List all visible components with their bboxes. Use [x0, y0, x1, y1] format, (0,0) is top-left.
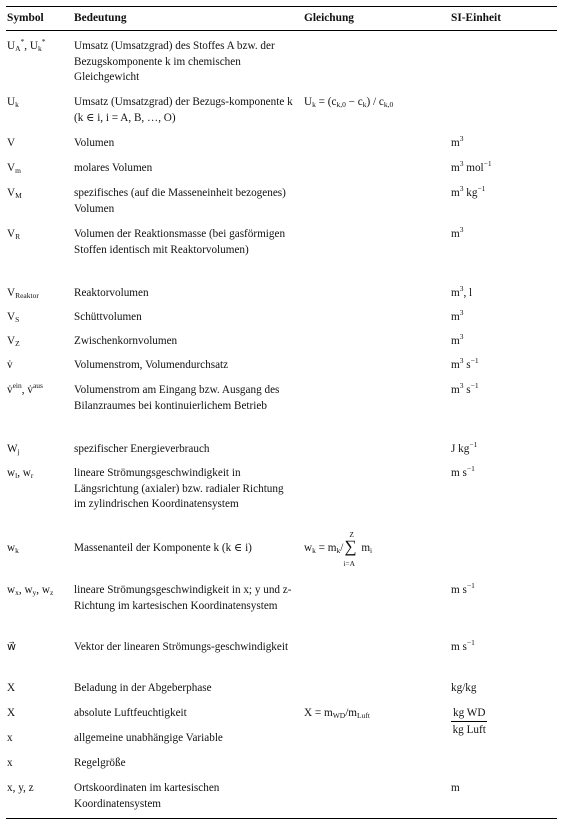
bedeutung-cell: Volumenstrom, Volumendurchsatz	[74, 359, 229, 371]
symbol-cell: $V_S$	[7, 311, 20, 324]
gleichung-cell: $U_k = (c_{k,0} - c_k) / c_{k,0}$	[304, 96, 394, 109]
table-bottom-rule	[6, 818, 557, 819]
unit-fraction: $\frac{\text{kg WD}}{\text{kg Luft}}$	[452, 707, 486, 736]
bedeutung-cell: molares Volumen	[74, 162, 153, 174]
si-unit-cell: m $s^{-1}$	[451, 464, 475, 479]
table-top-rule	[6, 6, 557, 7]
bedeutung-cell: allgemeine unabhängige Variable	[74, 732, 223, 744]
symbol-cell: x, y, z	[7, 782, 34, 794]
bedeutung-cell: Reaktorvolumen	[74, 287, 149, 299]
si-unit-cell: $m^3$	[451, 332, 464, 347]
bedeutung-cell: spezifischer Energieverbrauch	[74, 443, 210, 455]
symbol-cell: v̇	[7, 359, 13, 371]
symbol-cell: V	[7, 137, 16, 149]
si-unit-cell: $m^3$	[451, 134, 464, 149]
si-unit-cell: $m^3$ $s^{-1}$	[451, 356, 479, 371]
symbol-cell: $V_M$	[7, 187, 22, 200]
symbol-cell: $V_R$	[7, 228, 21, 241]
si-unit-cell: kg/kg	[451, 682, 477, 694]
bedeutung-cell: Beladung in der Abgeberphase	[74, 682, 212, 694]
bedeutung-cell: Schüttvolumen	[74, 311, 142, 323]
si-unit-cell: J $kg^{-1}$	[451, 440, 478, 455]
column-header-symbol: Symbol	[7, 12, 44, 24]
si-unit-cell: m $s^{-1}$	[451, 638, 475, 653]
bedeutung-cell: Ortskoordinaten im kartesischen Koordinatensystem	[74, 782, 220, 810]
symbol-cell: v̇$^{ein}$, v̇$^{aus}$	[7, 381, 43, 396]
si-unit-cell: m $s^{-1}$	[451, 581, 475, 596]
symbol-cell: x	[7, 757, 13, 769]
si-unit-cell: $m^3$ $kg^{-1}$	[451, 184, 486, 199]
bedeutung-cell: Zwischenkornvolumen	[74, 335, 178, 347]
symbol-cell: x	[7, 732, 13, 744]
symbol-cell: $U_A^*$, $U_k^*$	[7, 37, 46, 53]
header-rule	[6, 30, 557, 31]
symbol-cell: $V_Z$	[7, 335, 20, 348]
si-unit-cell: m	[451, 782, 460, 794]
symbol-cell: $w_k$	[7, 542, 19, 555]
column-header-bedeutung: Bedeutung	[74, 12, 127, 24]
si-unit-cell: $m^3$ mol$^{-1}$	[451, 159, 492, 174]
summation-symbol: Z ∑ i=A	[343, 530, 357, 568]
bedeutung-cell: lineare Strömungsgeschwindigkeit in x; y und z-Richtung im kartesischen Koordinatensystem	[74, 584, 292, 612]
symbol-cell: $U_k$	[7, 96, 19, 109]
bedeutung-cell: Volumen der Reaktionsmasse (bei gasförmigen Stoffen identisch mit Reaktorvolumen)	[74, 228, 286, 256]
si-unit-cell: $m^3$	[451, 225, 464, 240]
gleichung-cell: $X = m_{WD}/m_{Luft}$	[304, 707, 370, 720]
symbol-cell: X	[7, 707, 16, 719]
symbol-cell: X	[7, 682, 16, 694]
column-header-gleichung: Gleichung	[304, 12, 355, 24]
symbol-cell: $V_m$	[7, 162, 21, 175]
bedeutung-cell: spezifisches (auf die Masseneinheit bezogenes) Volumen	[74, 187, 286, 215]
si-unit-cell: $m^3$, l	[451, 284, 473, 299]
symbol-cell: $W_j$	[7, 443, 20, 456]
bedeutung-cell: lineare Strömungsgeschwindigkeit in Längsrichtung (axialer) bzw. radialer Richtung im zylindrischen Koordinatensystem	[74, 467, 284, 511]
bedeutung-cell: Massenanteil der Komponente k (k ∈ i)	[74, 542, 252, 554]
bedeutung-cell: Regelgröße	[74, 757, 126, 769]
symbol-cell: $w_x$, $w_y$, $w_z$	[7, 584, 54, 597]
symbol-cell: $w_l$, $w_r$	[7, 467, 34, 480]
symbol-cell: w⃗	[7, 641, 17, 653]
si-unit-cell	[451, 706, 556, 737]
bedeutung-cell: Volumenstrom am Eingang bzw. Ausgang des Bilanzraumes bei kontinuierlichem Betrieb	[74, 384, 280, 412]
bedeutung-cell: Umsatz (Umsatzgrad) des Stoffes A bzw. der Bezugskomponente k im chemischen Gleichgewicht	[74, 40, 275, 84]
gleichung-cell: $w_k = m_k/$ Z ∑ i=A $m_i$	[304, 530, 373, 568]
bedeutung-cell: Vektor der linearen Strömungs-geschwindigkeit	[74, 641, 289, 653]
si-unit-cell: $m^3$ $s^{-1}$	[451, 381, 479, 396]
bedeutung-cell: Umsatz (Umsatzgrad) der Bezugs-komponente k (k ∈ i, i = A, B, …, O)	[74, 96, 293, 124]
bedeutung-cell: absolute Luftfeuchtigkeit	[74, 707, 187, 719]
symbol-cell: $V_{Reaktor}$	[7, 287, 39, 300]
column-header-si-einheit: SI-Einheit	[451, 12, 502, 24]
si-unit-cell: $m^3$	[451, 308, 464, 323]
bedeutung-cell: Volumen	[74, 137, 115, 149]
